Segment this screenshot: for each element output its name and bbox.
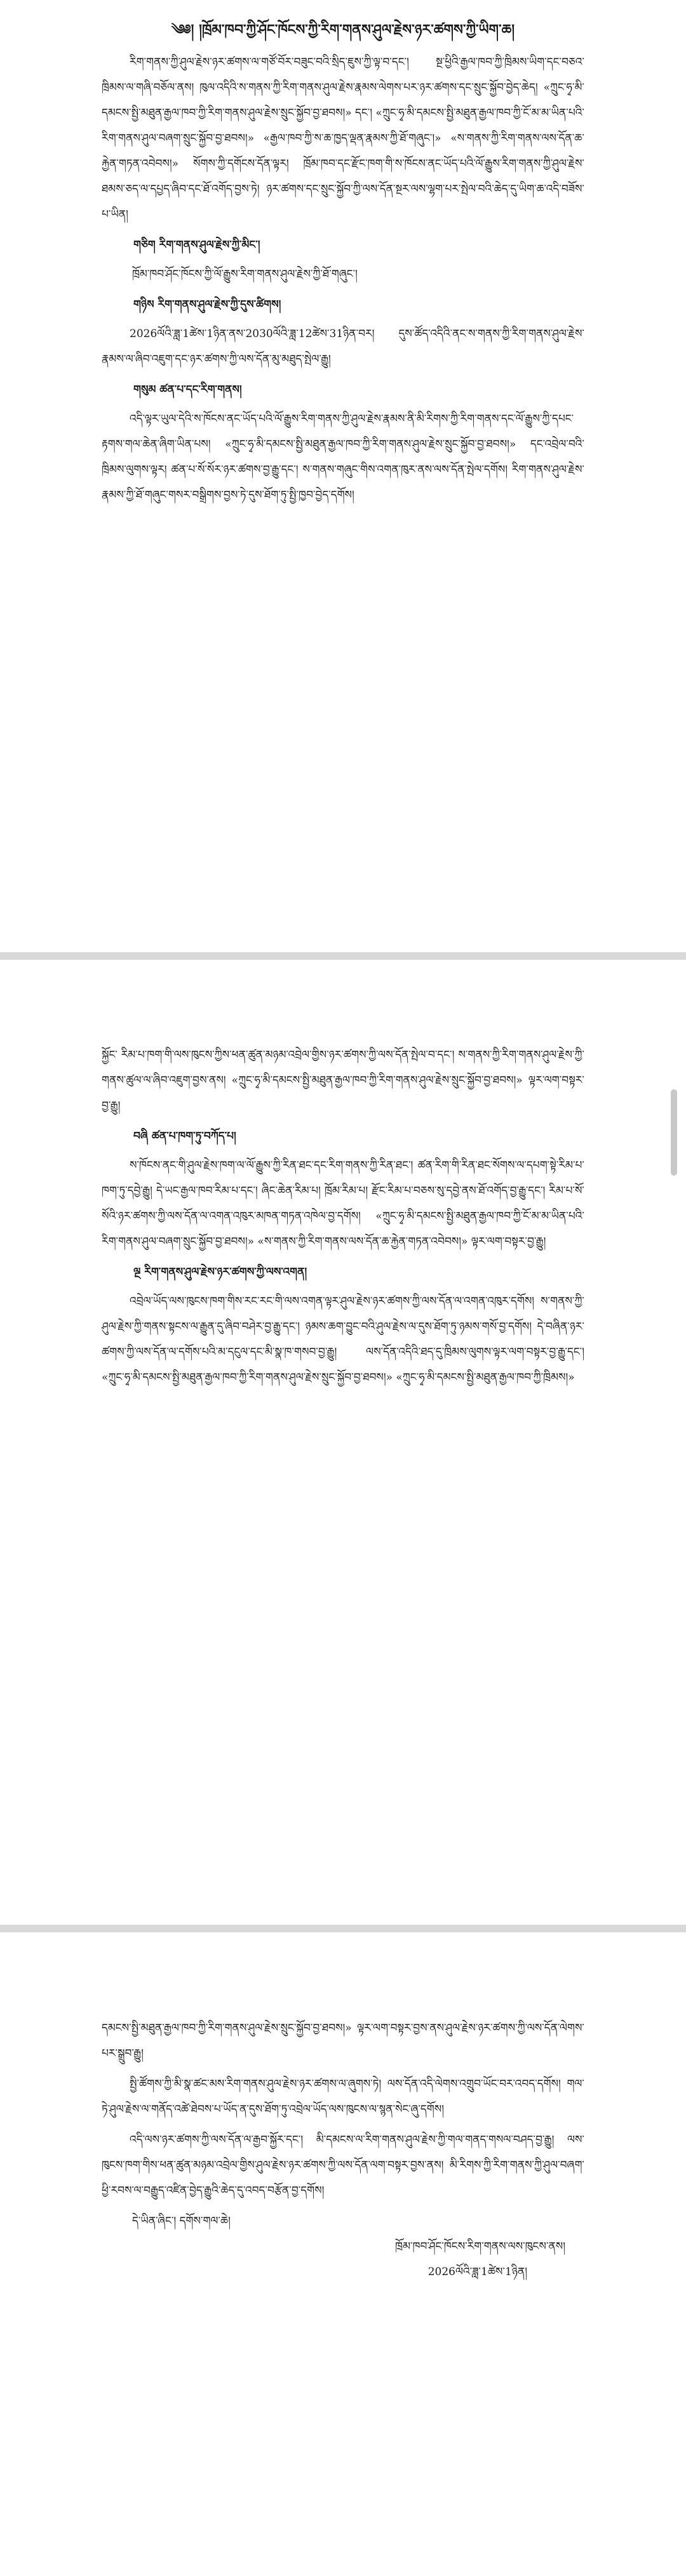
section-1-text: ཁྲོམ་ཁབ་ཤོང་ཁོངས་ཀྱི་ལོ་རྒྱུས་རིག་གནས་ཤུལ་རྗེས་ཀྱི་ཐོ་གཞུང་།	[132, 268, 358, 281]
section-3-heading: གསུམ ཚན་པ་དང་རིག་གནས།	[133, 383, 242, 396]
page-1-content	[102, 19, 584, 513]
page-1	[0, 0, 686, 952]
signature-line: ཁྲོམ་ཁབ་ཤོང་ཁོངས་རིག་གནས་ལས་ཁུངས་ནས།	[395, 2240, 565, 2253]
page-3-content	[102, 2015, 584, 2285]
page-3-paragraph-3: འདི་ལས་ཉར་ཚགས་ཀྱི་ལས་དོན་ལ་རྒྱབ་སྐྱོར་དང་། མི་དམངས་ལ་རིག་གནས་ཤུལ་རྗེས་ཀྱི་གལ་གནད་གསལ་བཤད་བྱ་རྒྱུ། ལས་ཁུངས་ཁག་གིས་ཕན་ཚུན་མཉམ་འབྲེལ་གྱིས་ཤུལ་རྗེས་ཉར་ཚགས་ཀྱི་ལས་དོན་ལག་བསྟར་བྱས་ནས། མི་རིགས་ཀྱི་རིག་གནས་ཀྱི་ཤུལ་བཞག་ཕྱི་རབས་ལ་བརྒྱུད་འཛིན་བྱེད་རྒྱུའི་ཆེད་དུ་འབད་བརྩོན་བྱ་དགོས།	[102, 2134, 584, 2197]
page-3-paragraph-2: སྤྱི་ཚོགས་ཀྱི་མི་སྣ་ཚང་མས་རིག་གནས་ཤུལ་རྗེས་ཉར་ཚགས་ལ་ཞུགས་ཏེ། ལས་དོན་འདི་ལེགས་འགྲུབ་ཡོང་བར་འབད་དགོས། གལ་ཏེ་ཤུལ་རྗེས་ལ་གནོད་འཚེ་ཐེབས་པ་ཡོད་ན་དུས་ཐོག་ཏུ་འབྲེལ་ཡོད་ལས་ཁུངས་ལ་སྙན་སེང་ཞུ་དགོས།	[102, 2078, 584, 2116]
page-2-intro: སྐྱོང་ རིམ་པ་ཁག་གི་ལས་ཁུངས་ཀྱིས་ཕན་ཚུན་མཉམ་འབྲེལ་གྱིས་ཉར་ཚགས་ཀྱི་ལས་དོན་སྤེལ་བ་དང་། ས་གནས་ཀྱི་རིག་གནས་ཤུལ་རྗེས་ཀྱི་གནས་ཚུལ་ལ་ཞིབ་འཇུག་བྱས་ནས། «ཀྲུང་ཧྭ་མི་དམངས་སྤྱི་མཐུན་རྒྱལ་ཁབ་ཀྱི་རིག་གནས་ཤུལ་རྗེས་སྲུང་སྐྱོབ་བྱ་ཐབས།» ལྟར་ལག་བསྟར་བྱ་རྒྱུ།	[102, 1049, 584, 1112]
page-2	[0, 960, 686, 1925]
section-5-text: འབྲེལ་ཡོད་ལས་ཁུངས་ཁག་གིས་རང་རང་གི་ལས་འགན་ལྟར་ཤུལ་རྗེས་ཉར་ཚགས་ཀྱི་ལས་དོན་ལ་འགན་འཁུར་དགོས། ས་གནས་ཀྱི་ཤུལ་རྗེས་ཀྱི་གནས་སྟངས་ལ་རྒྱུན་དུ་ཞིབ་བཤེར་བྱ་རྒྱུ་དང་། ཉམས་ཆག་བྱུང་བའི་ཤུལ་རྗེས་ལ་དུས་ཐོག་ཏུ་ཉམས་གསོ་བྱ་དགོས། དེ་བཞིན་ཉར་ཚགས་ཀྱི་ལས་དོན་ལ་དགོས་པའི་མ་དངུལ་དང་མི་སྣ་ཁ་གསབ་བྱ་རྒྱུ། ལས་དོན་འདིའི་ཐད་དུ་ཁྲིམས་ལུགས་ལྟར་ལག་བསྟར་བྱ་རྒྱུ་དང་། «ཀྲུང་ཧྭ་མི་དམངས་སྤྱི་མཐུན་རྒྱལ་ཁབ་ཀྱི་རིག་གནས་ཤུལ་རྗེས་སྲུང་སྐྱོབ་བྱ་ཐབས།» «ཀྲུང་ཧྭ་མི་དམངས་སྤྱི་མཐུན་རྒྱལ་ཁབ་ཀྱི་ཁྲིམས།»	[102, 1295, 588, 1384]
section-2-text: 2026ལོའི་ཟླ་1ཚེས་1ཉིན་ནས་2030ལོའི་ཟླ་12ཚེས་31ཉིན་བར། དུས་ཚོད་འདིའི་ནང་ས་གནས་ཀྱི་རིག་གནས་ཤུལ་རྗེས་རྣམས་ལ་ཞིབ་འཇུག་དང་ཉར་ཚགས་ཀྱི་ལས་དོན་མུ་མཐུད་སྤེལ་རྒྱུ།	[102, 328, 584, 366]
closing-line: དེ་ཡིན་ཞིང་། དགོས་གལ་ཆེ།	[132, 2215, 231, 2227]
document-title: ༄༅། །ཁྲོམ་ཁབ་ཀྱི་ཤོང་ཁོངས་ཀྱི་རིག་གནས་ཤུལ་རྗེས་ཉར་ཚགས་ཀྱི་ཡིག་ཆ།	[171, 22, 515, 38]
signature-date: 2026ལོའི་ཟླ་1ཚེས་1ཉིན།	[427, 2266, 527, 2278]
page-2-content	[102, 1042, 588, 1395]
page-separator	[0, 1925, 686, 1932]
intro-paragraph: རིག་གནས་ཀྱི་ཤུལ་རྗེས་ཉར་ཚགས་ལ་གཙོ་བོར་བཟུང་བའི་སྲིད་ཇུས་ཀྱི་ལྟ་བ་དང་། སྔ་ཕྱིའི་རྒྱལ་ཁབ་ཀྱི་ཁྲིམས་ཡིག་དང་བཅའ་ཁྲིམས་ལ་གཞི་བཅོལ་ནས། ཁུལ་འདིའི་ས་གནས་ཀྱི་རིག་གནས་ཤུལ་རྗེས་རྣམས་ལེགས་པར་ཉར་ཚགས་དང་སྲུང་སྐྱོབ་བྱེད་ཆེད། «ཀྲུང་ཧྭ་མི་དམངས་སྤྱི་མཐུན་རྒྱལ་ཁབ་ཀྱི་རིག་གནས་ཤུལ་རྗེས་སྲུང་སྐྱོབ་བྱ་ཐབས།» དང་། «ཀྲུང་ཧྭ་མི་དམངས་སྤྱི་མཐུན་རྒྱལ་ཁབ་ཀྱི་ངོ་མ་མ་ཡིན་པའི་རིག་གནས་ཤུལ་བཞག་སྲུང་སྐྱོབ་བྱ་ཐབས།» «རྒྱལ་ཁབ་ཀྱི་ས་ཆ་ཁྱད་ལྡན་རྣམས་ཀྱི་ཐོ་གཞུང་།» «ས་གནས་ཀྱི་རིག་གནས་ལས་དོན་ཆ་རྐྱེན་གཏན་འབེབས།» སོགས་ཀྱི་དགོངས་དོན་ལྟར། ཁྲོམ་ཁབ་དང་རྫོང་ཁག་གི་ས་ཁོངས་ནང་ཡོད་པའི་ལོ་རྒྱུས་རིག་གནས་ཀྱི་ཤུལ་རྗེས་ཐམས་ཅད་ལ་དཔྱད་ཞིབ་དང་ཐོ་འགོད་བྱས་ཏེ། ཉར་ཚགས་དང་སྲུང་སྐྱོབ་ཀྱི་ལས་དོན་སྔར་ལས་ལྷག་པར་སྤེལ་བའི་ཆེད་དུ་ཡིག་ཆ་འདི་བཟོས་པ་ཡིན།	[102, 56, 584, 221]
page-3	[0, 1933, 686, 2576]
page-3-paragraph-1: དམངས་སྤྱི་མཐུན་རྒྱལ་ཁབ་ཀྱི་རིག་གནས་ཤུལ་རྗེས་སྲུང་སྐྱོབ་བྱ་ཐབས།» ལྟར་ལག་བསྟར་བྱས་ནས་ཤུལ་རྗེས་ཉར་ཚགས་ཀྱི་ལས་དོན་ལེགས་པར་སྒྲུབ་རྒྱུ།	[102, 2022, 584, 2060]
section-4-text: ས་ཁོངས་ནང་གི་ཤུལ་རྗེས་ཁག་ལ་ལོ་རྒྱུས་ཀྱི་རིན་ཐང་དང་རིག་གནས་ཀྱི་རིན་ཐང་། ཚན་རིག་གི་རིན་ཐང་སོགས་ལ་དཔག་སྟེ་རིམ་པ་ཁག་ཏུ་དབྱེ་རྒྱུ། དེ་ཡང་རྒྱལ་ཁབ་རིམ་པ་དང་། ཞིང་ཆེན་རིམ་པ། ཁྲོམ་རིམ་པ། རྫོང་རིམ་པ་བཅས་སུ་དབྱེ་ནས་ཐོ་འགོད་བྱ་རྒྱུ་དང་། རིམ་པ་སོ་སོའི་ཉར་ཚགས་ཀྱི་ལས་དོན་ལ་འགན་འཁུར་མཁན་གཏན་འཁེལ་བྱ་དགོས། «ཀྲུང་ཧྭ་མི་དམངས་སྤྱི་མཐུན་རྒྱལ་ཁབ་ཀྱི་ངོ་མ་མ་ཡིན་པའི་རིག་གནས་ཤུལ་བཞག་སྲུང་སྐྱོབ་བྱ་ཐབས།» «ས་གནས་ཀྱི་རིག་གནས་ལས་དོན་ཆ་རྐྱེན་གཏན་འབེབས།» ལྟར་ལག་བསྟར་བྱ་རྒྱུ།	[102, 1159, 584, 1248]
section-2-heading: གཉིས རིག་གནས་ཤུལ་རྗེས་ཀྱི་དུས་ཚིགས།	[133, 298, 281, 311]
section-1-heading: གཅིག རིག་གནས་ཤུལ་རྗེས་ཀྱི་མིང་།	[133, 239, 260, 251]
scrollbar-thumb[interactable]	[671, 1089, 677, 1176]
section-4-heading: བཞི ཚན་པ་ཁག་ཏུ་བཀོད་པ།	[133, 1130, 236, 1143]
section-3-text: འདི་ལྟར་ཡུལ་དེའི་ས་ཁོངས་ནང་ཡོད་པའི་ལོ་རྒྱུས་རིག་གནས་ཀྱི་ཤུལ་རྗེས་རྣམས་ནི་མི་རིགས་ཀྱི་རིག་གནས་དང་ལོ་རྒྱུས་ཀྱི་དཔང་རྟགས་གལ་ཆེན་ཞིག་ཡིན་པས། «ཀྲུང་ཧྭ་མི་དམངས་སྤྱི་མཐུན་རྒྱལ་ཁབ་ཀྱི་རིག་གནས་ཤུལ་རྗེས་སྲུང་སྐྱོབ་བྱ་ཐབས།» དང་འབྲེལ་བའི་ཁྲིམས་ལུགས་ལྟར། ཚན་པ་སོ་སོར་ཉར་ཚགས་བྱ་རྒྱུ་དང་། ས་གནས་གཞུང་གིས་འགན་ཁུར་ནས་ལས་དོན་སྤེལ་དགོས། རིག་གནས་ཤུལ་རྗེས་རྣམས་ཀྱི་ཐོ་གཞུང་གསར་བསྒྲིགས་བྱས་ཏེ་དུས་ཐོག་ཏུ་སྤྱི་ཁྱབ་བྱེད་དགོས།	[102, 413, 584, 501]
section-5-heading: ལྔ རིག་གནས་ཤུལ་རྗེས་ཉར་ཚགས་ཀྱི་ལས་འགན།	[133, 1266, 307, 1278]
page-separator	[0, 952, 686, 960]
